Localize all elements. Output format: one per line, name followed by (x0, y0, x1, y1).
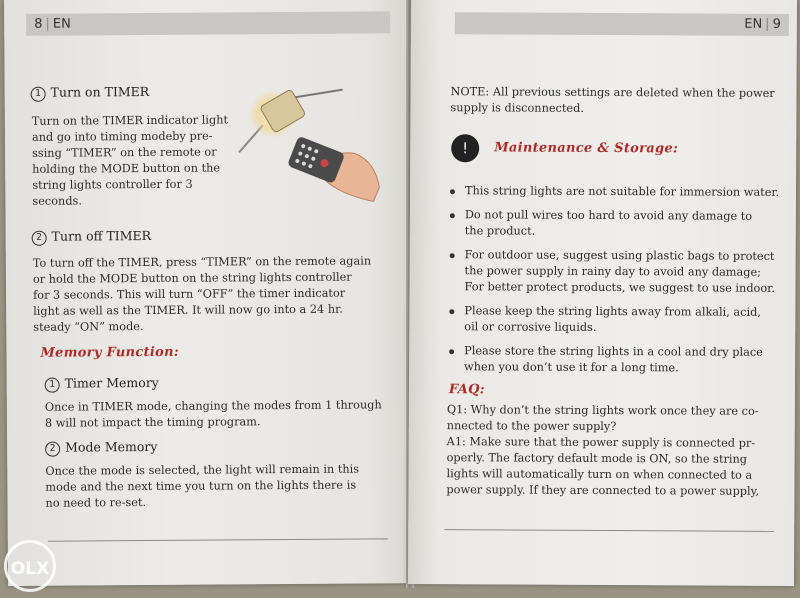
text-line: or hold the MODE button on the string lights controller (32, 270, 352, 286)
text-line: Do not pull wires too hard to avoid any damage to (464, 208, 753, 223)
olx-watermark-logo: OLX (4, 540, 56, 592)
text-line: the product. (464, 224, 536, 238)
left-page-header (26, 11, 390, 36)
text-line: A1: Make sure that the power supply is connected pr- (446, 435, 756, 450)
maintenance-storage-title: Maintenance & Storage: (494, 140, 679, 157)
circled-number: 1 (45, 378, 60, 393)
timer-on-heading-text: Turn on TIMER (50, 83, 150, 100)
text-line: string lights controller for 3 (32, 177, 193, 192)
left-footer-rule (48, 538, 388, 541)
memory-function-title: Memory Function: (40, 344, 180, 361)
list-item (447, 343, 792, 377)
settings-note (450, 84, 774, 118)
remote-controller-illustration (233, 79, 384, 210)
text-line: nnected to the power supply? (446, 419, 617, 434)
faq-title: FAQ: (448, 382, 485, 398)
timer-on-text (32, 112, 229, 209)
text-line: operly. The factory default mode is ON, so the string (446, 451, 748, 466)
text-line: holding the MODE button on the (32, 161, 221, 176)
text-line: Once in TIMER mode, changing the modes from 1 through (44, 398, 382, 414)
text-line: This string lights are not suitable for immersion water. (464, 184, 780, 199)
text-line: when you don’t use it for a long time. (464, 360, 679, 375)
text-line: Q1: Why don’t the string lights work once they are co- (446, 403, 759, 418)
text-line: For better protect products, we suggest to use indoor. (464, 280, 775, 295)
mode-memory-text (45, 462, 359, 512)
circled-number: 2 (32, 231, 47, 246)
right-language-label: EN (744, 16, 763, 32)
left-page-number: 8 (34, 16, 43, 32)
circled-number: 2 (45, 442, 60, 457)
text-line: no need to re-set. (45, 496, 147, 510)
text-line: oil or corrosive liquids. (464, 320, 597, 334)
warning-icon: ! (451, 134, 479, 162)
text-line: light as well as the TIMER. It will now go into a 24 hr. (33, 302, 343, 318)
text-line: 8 will not impact the timing program. (44, 415, 261, 430)
text-line: power supply. If they are connected to a power supply, (446, 483, 760, 498)
timer-off-heading-text: Turn off TIMER (51, 227, 152, 244)
timer-memory-heading-text: Timer Memory (64, 374, 159, 391)
text-line: the power supply in rainy day to avoid any damage; (464, 264, 762, 279)
list-item (448, 207, 793, 241)
right-footer-rule (444, 529, 774, 532)
text-line: Turn on the TIMER indicator light (31, 113, 229, 128)
mode-memory-heading-text: Mode Memory (65, 438, 158, 455)
text-line: NOTE: All previous settings are deleted when the power (450, 85, 775, 100)
text-line: Please store the string lights in a cool and dry place (464, 344, 763, 359)
timer-off-heading (32, 228, 152, 246)
list-item (447, 247, 792, 297)
left-language-label: EN (52, 16, 71, 32)
text-line: seconds. (32, 194, 82, 208)
text-line: lights will automatically turn on when connected to a (446, 467, 753, 482)
text-line: steady “ON” mode. (33, 320, 144, 334)
right-page-number: 9 (772, 16, 781, 32)
text-line: Once the mode is selected, the light will remain in this (45, 462, 360, 478)
timer-off-text (33, 253, 372, 335)
text-line: for 3 seconds. This will turn “OFF” the timer indicator (33, 286, 346, 302)
list-item (448, 183, 793, 201)
power-cable (291, 90, 343, 98)
left-page (4, 0, 412, 586)
timer-memory-text (45, 397, 382, 431)
text-line: To turn off the TIMER, press “TIMER” on the remote again (32, 254, 372, 270)
header-separator: | (765, 16, 770, 32)
text-line: and go into timing modeby pre- (31, 129, 213, 144)
text-line: mode and the next time you turn on the lights there is (45, 478, 357, 494)
maintenance-list (447, 183, 793, 385)
header-separator: | (45, 16, 50, 32)
text-line: For outdoor use, suggest using plastic bags to protect (464, 248, 775, 263)
text-line: Please keep the string lights away from alkali, acid, (464, 304, 761, 319)
circled-number: 1 (31, 87, 46, 102)
right-page-header (455, 12, 789, 36)
text-line: ssing “TIMER” on the remote or (32, 145, 217, 160)
timer-on-heading (31, 84, 150, 102)
list-item (447, 303, 792, 337)
timer-memory-heading (45, 375, 159, 393)
mode-memory-heading (45, 439, 157, 457)
faq-text (446, 402, 759, 500)
right-page (408, 0, 797, 586)
text-line: supply is disconnected. (450, 101, 584, 115)
